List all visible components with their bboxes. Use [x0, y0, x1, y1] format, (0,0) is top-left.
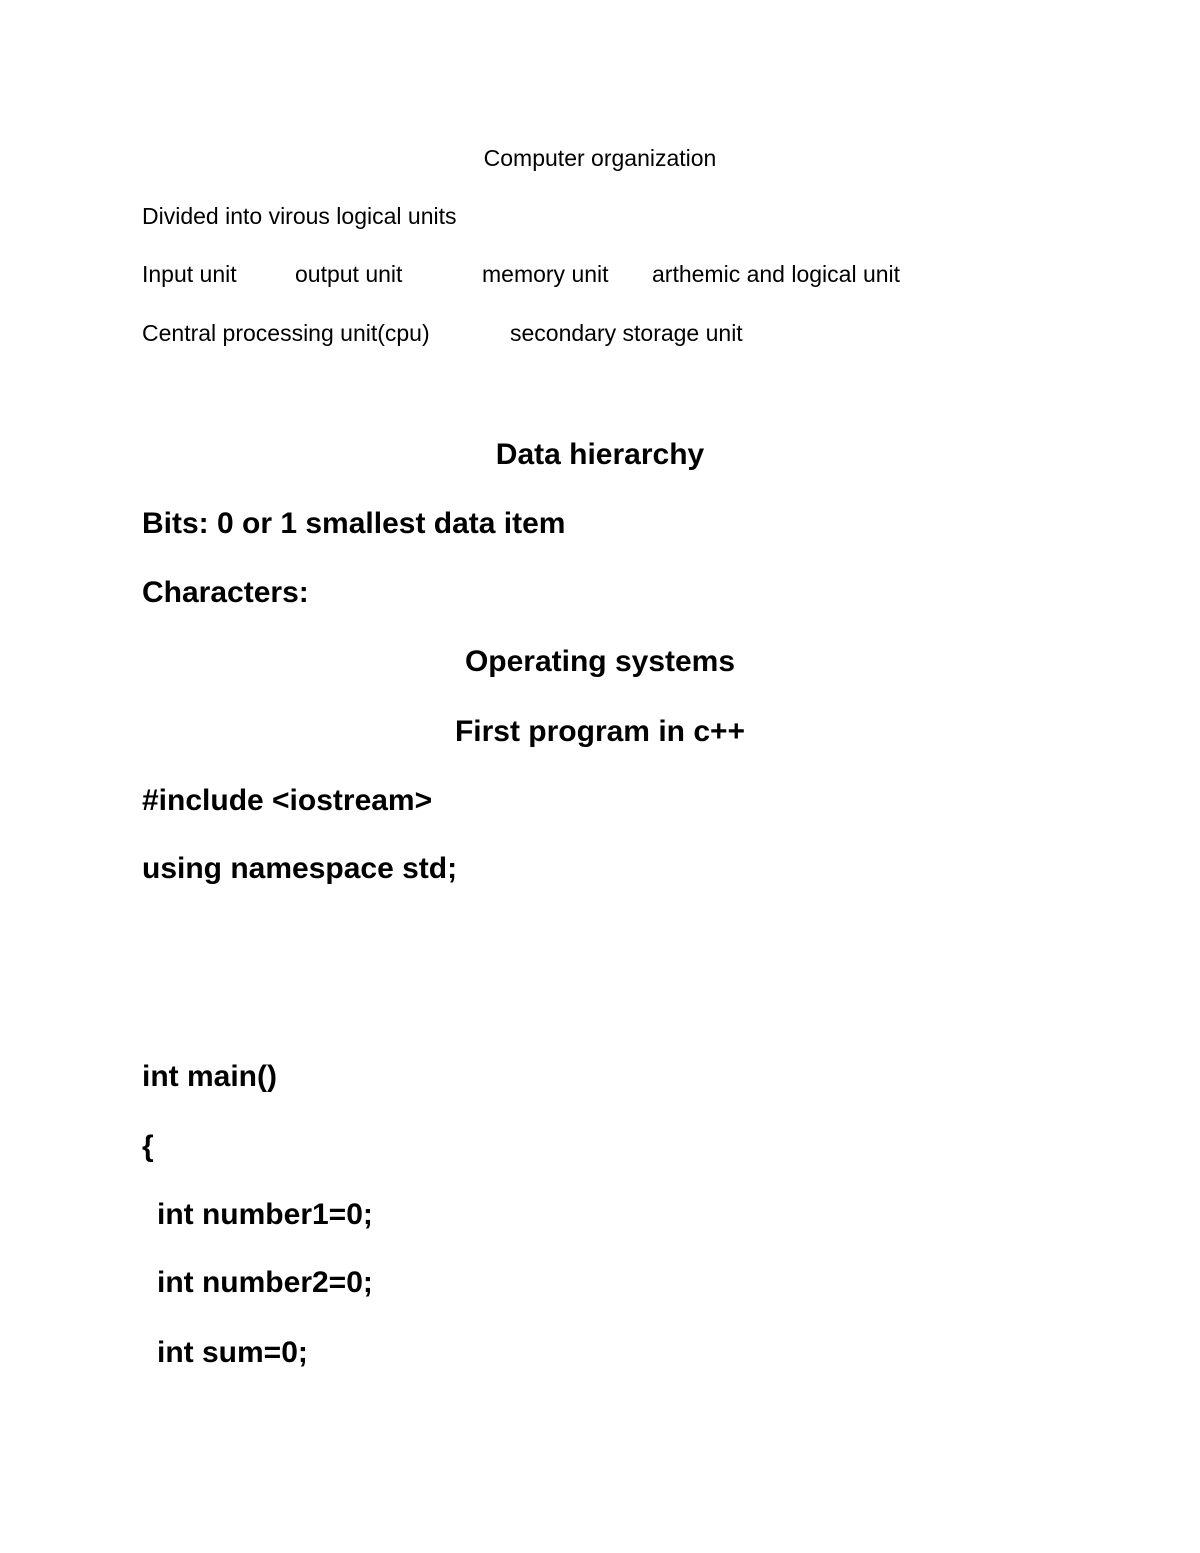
units-row: [142, 263, 1142, 293]
heading-operating-systems: Operating systems: [464, 645, 736, 678]
text-output-unit: output unit: [295, 261, 403, 287]
code-main: int main(): [142, 1060, 277, 1093]
heading-first-program: First program in c++: [454, 715, 746, 748]
text-secondary-storage: secondary storage unit: [510, 320, 743, 346]
text-input-unit: Input unit: [142, 261, 237, 287]
code-number2: int number2=0;: [157, 1266, 373, 1299]
code-using: using namespace std;: [142, 852, 458, 885]
text-alu: arthemic and logical unit: [652, 261, 901, 287]
code-number1: int number1=0;: [157, 1198, 373, 1231]
code-open-brace: {: [142, 1130, 154, 1163]
code-sum: int sum=0;: [157, 1336, 308, 1369]
text-divided: Divided into virous logical units: [142, 203, 457, 229]
heading-computer-organization: Computer organization: [483, 145, 717, 171]
heading-data-hierarchy: Data hierarchy: [495, 438, 705, 471]
code-include: #include <iostream>: [142, 784, 433, 817]
text-bits: Bits: 0 or 1 smallest data item: [142, 507, 566, 540]
cpu-row: [142, 322, 1142, 352]
text-memory-unit: memory unit: [482, 261, 609, 287]
text-cpu: Central processing unit(cpu): [142, 320, 430, 346]
text-characters: Characters:: [142, 576, 309, 609]
